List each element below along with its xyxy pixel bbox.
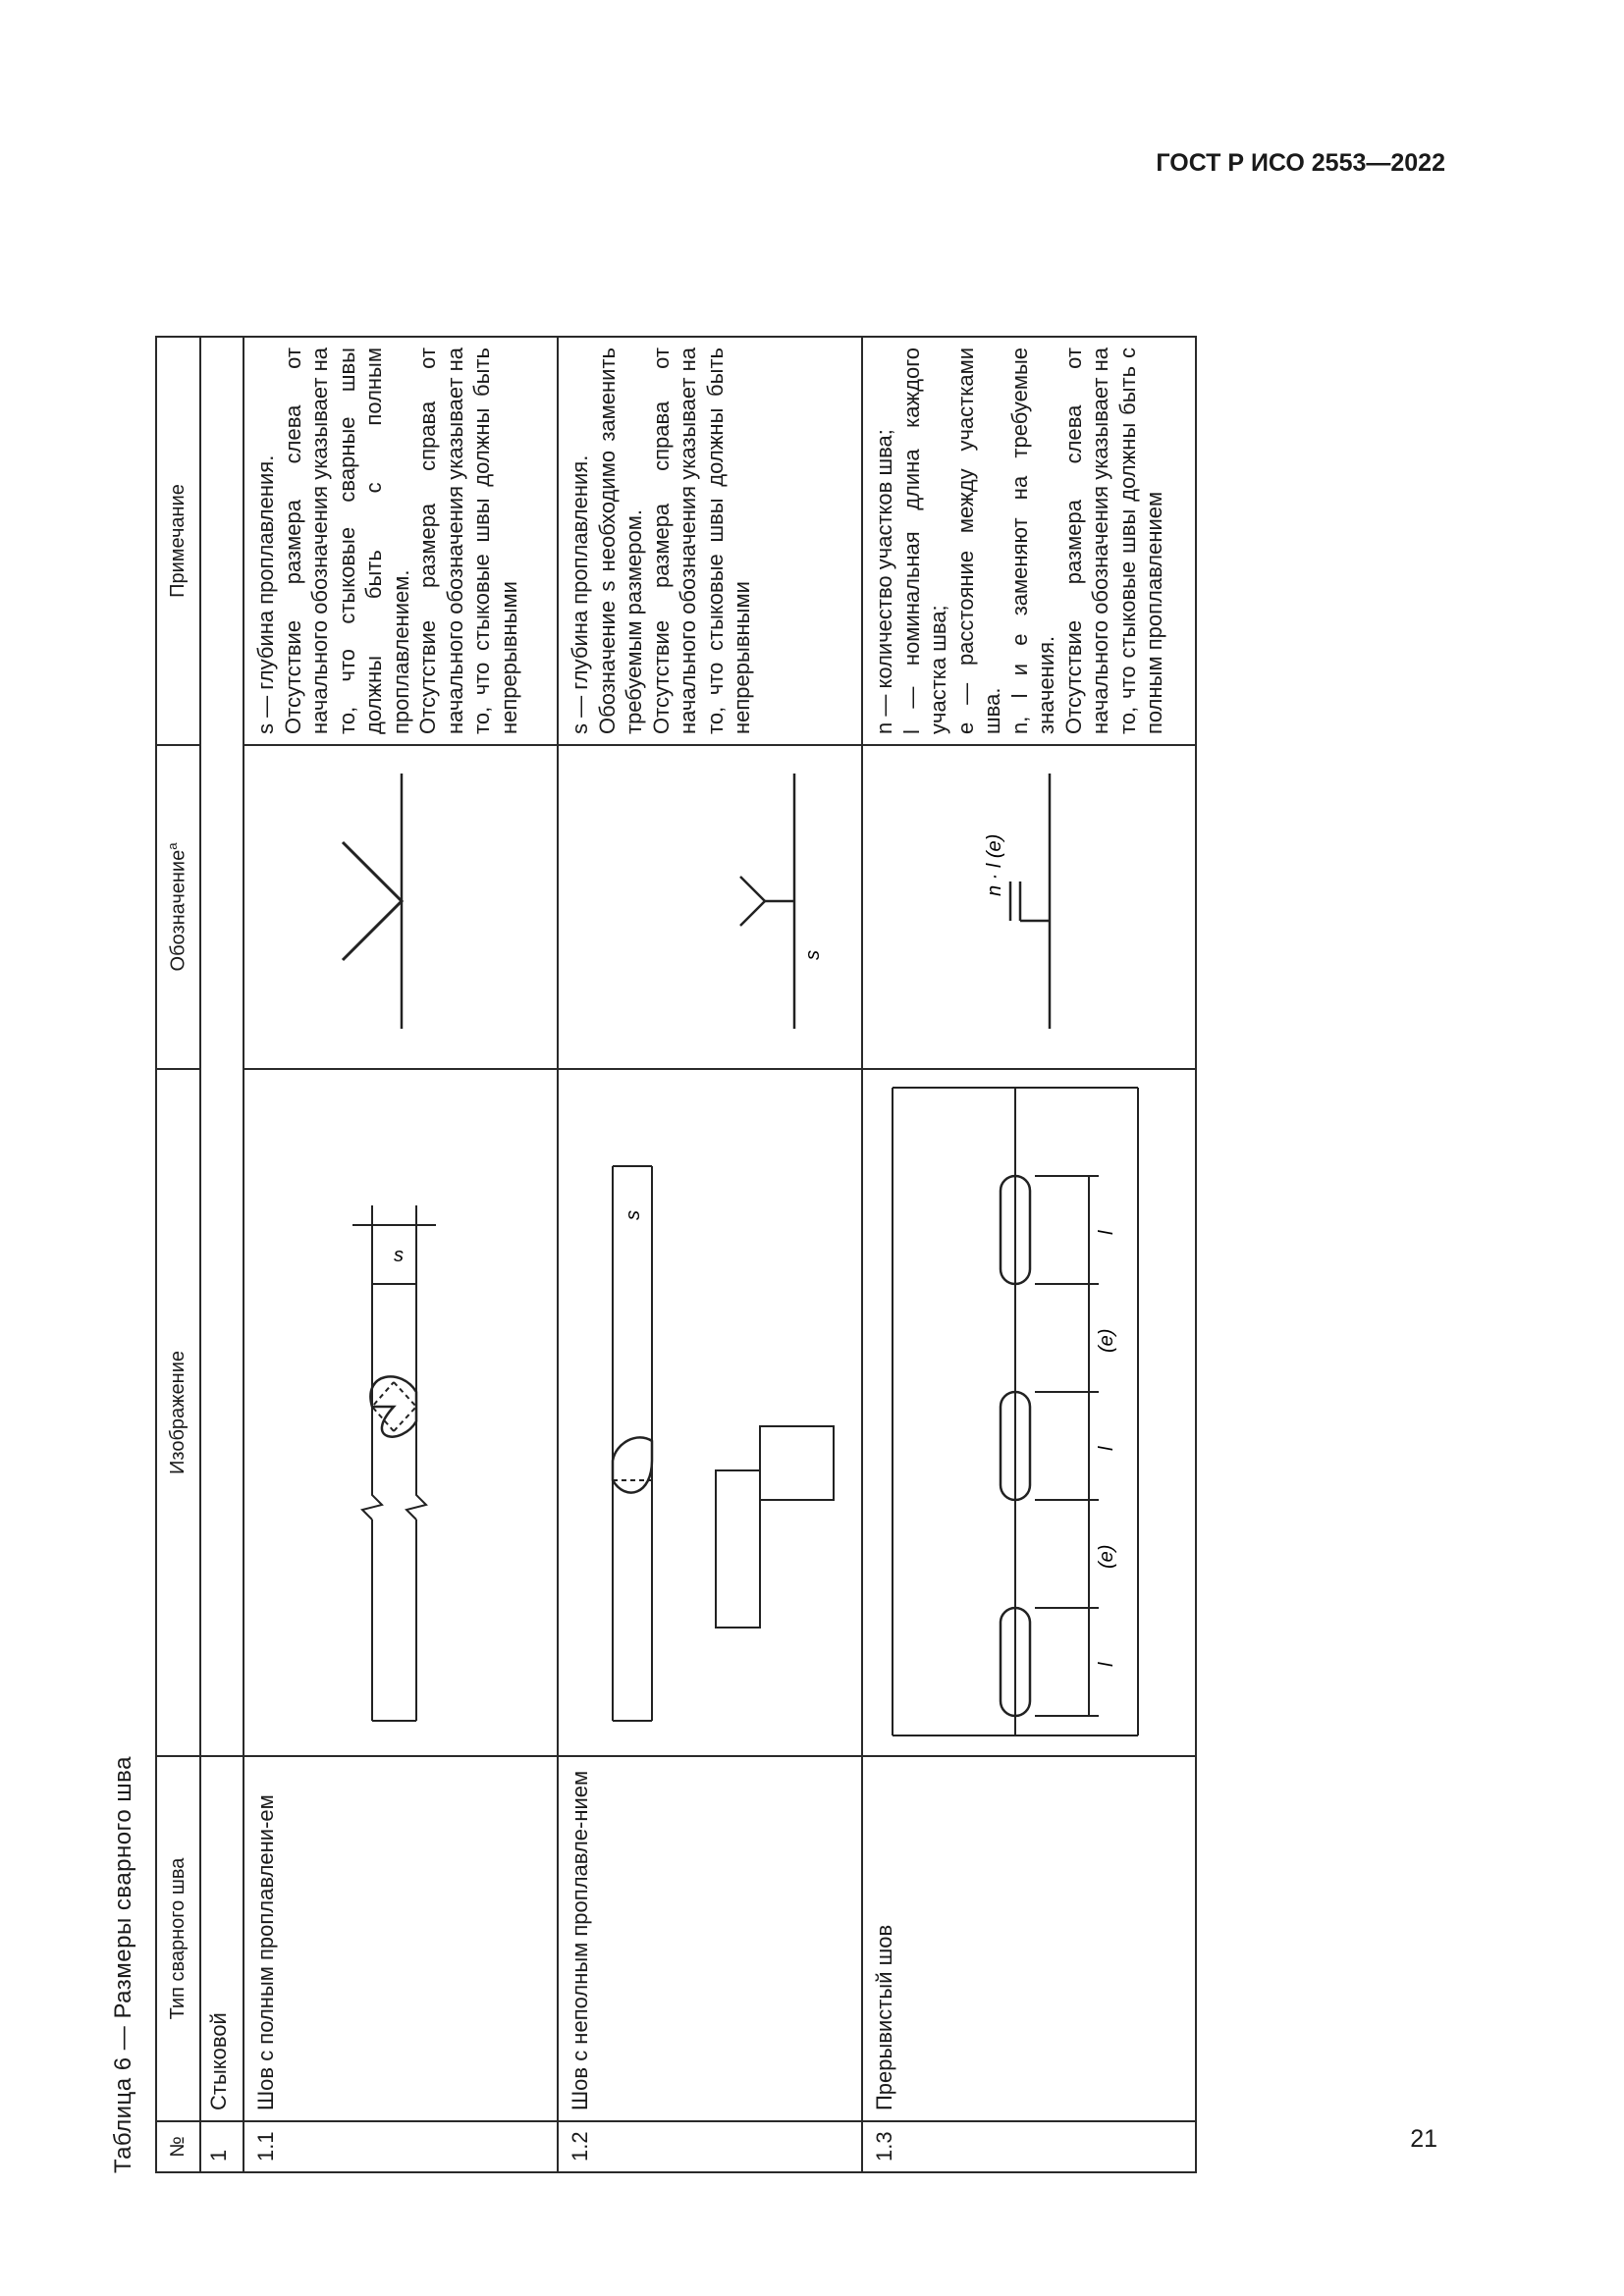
row-num: 1.2	[558, 2121, 862, 2172]
table-caption: Таблица 6 — Размеры сварного шва	[110, 1756, 136, 2173]
col-header-num: №	[156, 2121, 200, 2172]
weld-image-full-penetration	[244, 1069, 558, 1756]
col-header-type: Тип сварного шва	[156, 1756, 200, 2121]
note-line: e — расстояние между участками шва.	[952, 347, 1004, 734]
weld-image-partial-penetration	[558, 1069, 862, 1756]
section-title: Стыковой	[200, 1756, 244, 2121]
dim-label-l: l	[1096, 1662, 1117, 1667]
row-num: 1.3	[862, 2121, 1196, 2172]
col-header-designation	[156, 745, 200, 1069]
note-line: s — глубина проплавления.	[568, 454, 592, 734]
section-empty	[200, 745, 244, 1069]
note-line: Обозначение s необходимо заменить требуемым размером.	[594, 347, 646, 734]
section-num: 1	[200, 2121, 244, 2172]
designation-header-text: Обозначение	[167, 849, 189, 972]
dim-label-s: s	[394, 1245, 404, 1266]
note-line: Отсутствие размера слева от начального обозначения указывает на то, что стыковые швы должны быть с полным проплавлением	[1060, 347, 1166, 734]
table-row	[862, 337, 1196, 2172]
designation-full-penetration	[244, 745, 558, 1069]
section-empty	[200, 337, 244, 745]
dim-label-s: s	[802, 950, 824, 960]
rotated-table-page	[110, 337, 1338, 2173]
dim-label-l: l	[1096, 1230, 1117, 1235]
note-line: l — номинальная длина каждого участка шва;	[898, 347, 950, 734]
designation-partial-penetration	[558, 745, 862, 1069]
dim-label-e: (e)	[1096, 1328, 1117, 1353]
v-symbol-drawing	[244, 744, 557, 1068]
row-note	[862, 337, 1196, 745]
row-note	[244, 337, 558, 745]
row-type: Прерывистый шов	[862, 1756, 1196, 2121]
weld-image-intermittent	[862, 1069, 1196, 1756]
designation-intermittent	[862, 745, 1196, 1069]
symbol-label-n-l-e: n · l (e)	[984, 833, 1005, 896]
row-type: Шов с полным проплавлени-ем	[244, 1756, 558, 2121]
dim-label-e: (e)	[1096, 1544, 1117, 1569]
col-header-image: Изображение	[156, 1069, 200, 1756]
partial-penetration-drawing	[559, 1068, 861, 1755]
dim-label-s: s	[623, 1210, 644, 1220]
header-row	[156, 337, 200, 2172]
note-line: Отсутствие размера справа от начального обозначения указывает на то, что стыковые швы должны быть непрерывными	[648, 347, 754, 734]
table-row	[558, 337, 862, 2172]
row-num: 1.1	[244, 2121, 558, 2172]
row-note	[558, 337, 862, 745]
note-line: Отсутствие размера слева от начального обозначения указывает на то, что стыковые сварные швы должны быть с полным проплавлением.	[280, 347, 413, 734]
intermittent-weld-drawing	[863, 1068, 1195, 1755]
note-line: Отсутствие размера справа от начального обозначения указывает на то, что стыковые швы должны быть непрерывными	[415, 347, 521, 734]
section-empty	[200, 1069, 244, 1756]
full-penetration-drawing	[244, 1068, 557, 1755]
designation-footnote-mark: a	[165, 842, 181, 850]
row-type: Шов с неполным проплавле-нием	[558, 1756, 862, 2121]
intermittent-symbol-drawing	[863, 744, 1195, 1068]
col-header-note: Примечание	[156, 337, 200, 745]
y-symbol-drawing	[559, 744, 861, 1068]
document-code: ГОСТ Р ИСО 2553—2022	[1156, 149, 1445, 177]
note-line: n, l и e заменяют на требуемые значения.	[1006, 347, 1058, 734]
page-number: 21	[1410, 2125, 1437, 2153]
note-line: n — количество участков шва;	[872, 429, 896, 734]
weld-dimensions-table	[155, 336, 1197, 2173]
table-row	[244, 337, 558, 2172]
dim-label-l: l	[1096, 1446, 1117, 1451]
note-line: s — глубина проплавления.	[253, 454, 278, 734]
section-row	[200, 337, 244, 2172]
